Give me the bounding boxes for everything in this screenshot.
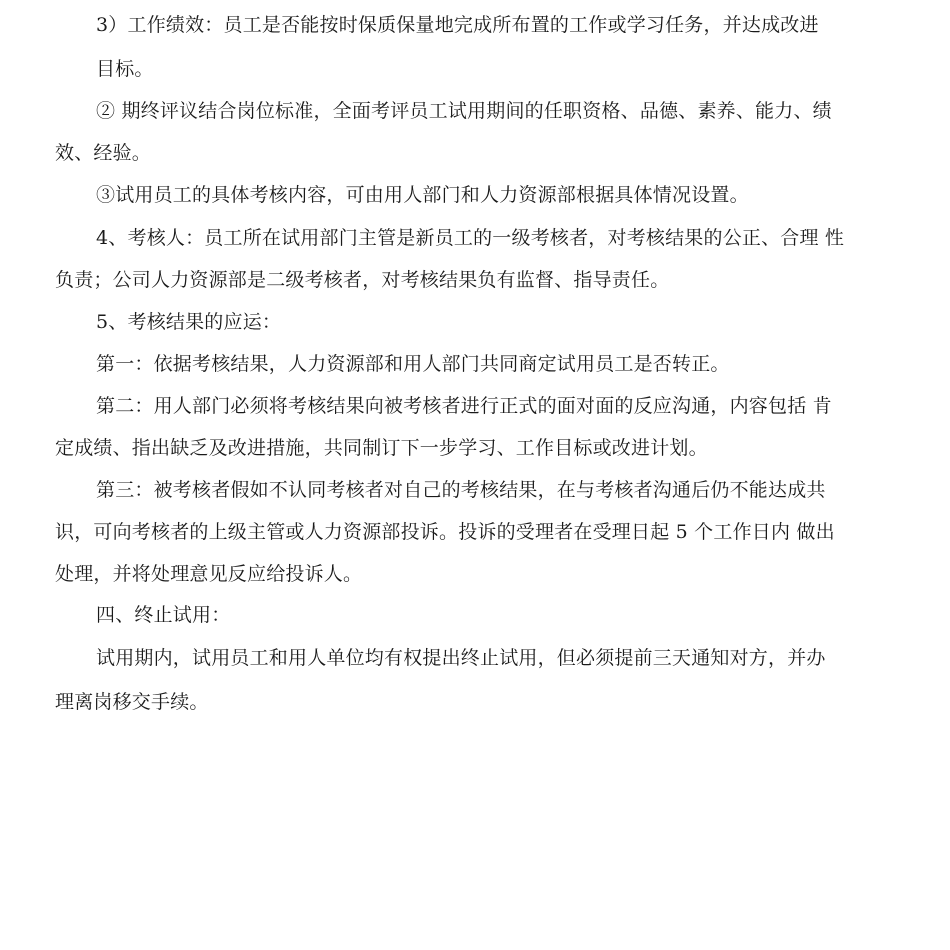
text-line-10: 第二：用人部门必须将考核结果向被考核者进行正式的面对面的反应沟通，内容包括 肯 (96, 395, 832, 417)
text-line-14: 处理，并将处理意见反应给投诉人。 (55, 563, 363, 585)
text-line-8: 5、考核结果的应运： (96, 311, 282, 333)
text-line-15: 四、终止试用： (96, 604, 231, 626)
text-line-3: ② 期终评议结合岗位标准，全面考评员工试用期间的任职资格、品德、素养、能力、绩 (96, 100, 832, 122)
text-line-1: 3）工作绩效：员工是否能按时保质保量地完成所布置的工作或学习任务，并达成改进 (96, 14, 819, 36)
text-line-6: 4、考核人：员工所在试用部门主管是新员工的一级考核者，对考核结果的公正、合理 性 (96, 227, 845, 249)
text-line-13: 识，可向考核者的上级主管或人力资源部投诉。投诉的受理者在受理日起 5 个工作日内 做出 (55, 521, 835, 543)
text-line-17: 理离岗移交手续。 (55, 691, 209, 713)
text-line-12: 第三：被考核者假如不认同考核者对自己的考核结果，在与考核者沟通后仍不能达成共 (96, 479, 826, 501)
text-line-9: 第一：依据考核结果，人力资源部和用人部门共同商定试用员工是否转正。 (96, 353, 730, 375)
text-line-5: ③试用员工的具体考核内容，可由用人部门和人力资源部根据具体情况设置。 (96, 184, 749, 206)
text-line-7: 负责；公司人力资源部是二级考核者，对考核结果负有监督、指导责任。 (55, 269, 670, 291)
text-line-11: 定成绩、指出缺乏及改进措施，共同制订下一步学习、工作目标或改进计划。 (55, 437, 708, 459)
text-line-16: 试用期内，试用员工和用人单位均有权提出终止试用，但必须提前三天通知对方，并办 (96, 647, 826, 669)
text-line-2: 目标。 (96, 58, 154, 80)
text-line-4: 效、经验。 (55, 142, 152, 164)
